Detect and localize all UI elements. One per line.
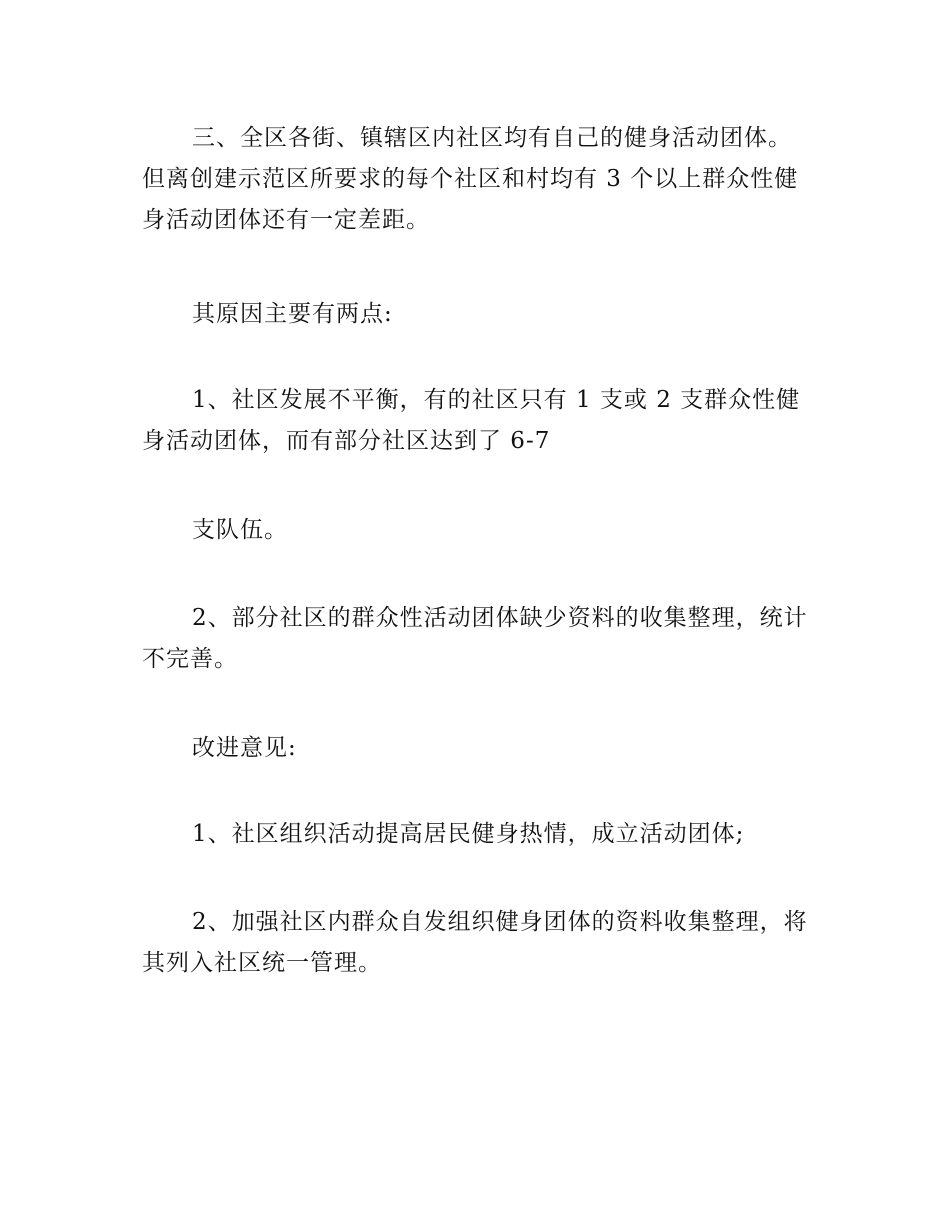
paragraph-improvement-2: 2、加强社区内群众自发组织健身团体的资料收集整理，将其列入社区统一管理。 (142, 909, 808, 976)
paragraph-reason-1-continued: 支队伍。 (192, 517, 288, 543)
paragraph-status: 三、全区各街、镇辖区内社区均有自己的健身活动团体。但离创建示范区所要求的每个社区和村均有 3 个以上群众性健身活动团体还有一定差距。 (142, 125, 799, 233)
paragraph-improvements-heading: 改进意见: (192, 735, 297, 761)
paragraph-reasons-heading: 其原因主要有两点: (192, 301, 393, 327)
paragraph-reason-2: 2、部分社区的群众性活动团体缺少资料的收集整理，统计不完善。 (142, 605, 808, 672)
paragraph-reason-1: 1、社区发展不平衡，有的社区只有 1 支或 2 支群众性健身活动团体，而有部分社区达到了 6-7 (142, 387, 801, 454)
paragraph-improvement-1: 1、社区组织活动提高居民健身热情，成立活动团体; (192, 821, 745, 847)
